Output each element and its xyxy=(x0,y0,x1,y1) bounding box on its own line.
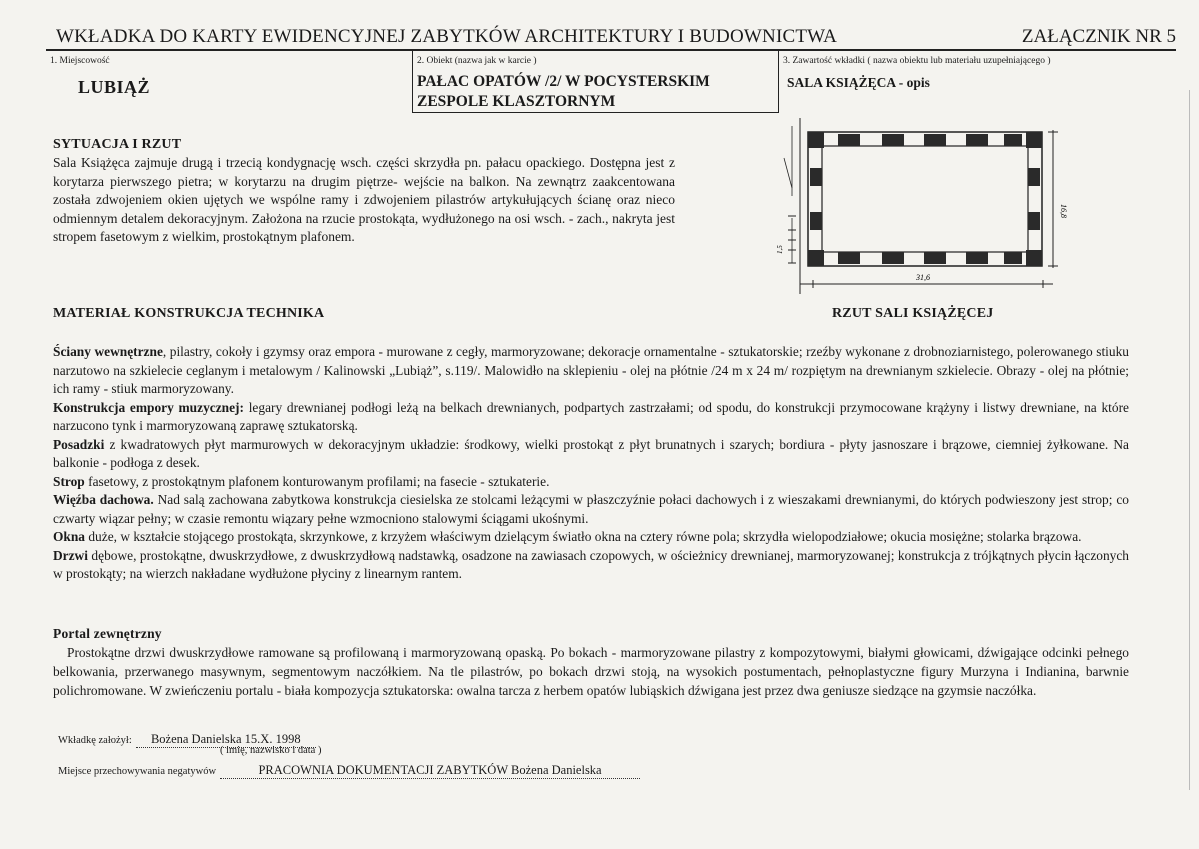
portal-heading: Portal zewnętrzny xyxy=(53,626,162,641)
material-term: Więźba dachowa. xyxy=(53,492,154,507)
field-contents xyxy=(778,51,1177,113)
situation-text: Sala Książęca zajmuje drugą i trzecią kondygnację wsch. części skrzydła pn. pałacu opackiego. Dostępna jest z korytarza pierwszego pietra; w korytarzu na drugim piętrze- wejście na balkon. Na zewnątrz zaakcentowana została zdwojeniem okien ujętych we wspólne ramy i zdwojeniem pilastrów artykułujących ścianę oraz nieco odmiennym detalem dekoracyjnym. Założona na rzucie prostokąta, wydłużonego na osi wsch. - zach., nakryta jest stropem fasetowym z wielkim, prostokątnym plafonem. xyxy=(53,155,675,245)
material-item xyxy=(53,437,1129,471)
field-object-label: 2. Obiekt (nazwa jak w karcie ) xyxy=(417,56,537,66)
material-desc: dębowe, prostokątne, dwuskrzydłowe, z dwuskrzydłową nadstawką, osadzone na zawiasach czopowych, w ościeżnicy drewnianej, marmoryzowanej; konstrukcja z trójkątnych płycin łączonych w prostokąty; na wierzch nakładane wydłużone płyciny z linearnym rantem. xyxy=(53,547,1129,581)
material-term: Ściany wewnętrzne xyxy=(53,344,163,359)
field-object-value: PAŁAC OPATÓW /2/ W POCYSTERSKIM ZESPOLE KLASZTORNYM xyxy=(417,73,710,110)
storage-line xyxy=(58,763,640,779)
annex-number: ZAŁĄCZNIK NR 5 xyxy=(1021,26,1176,47)
plan-wall-piers xyxy=(808,132,1042,266)
field-locality-value: LUBIĄŻ xyxy=(78,77,151,97)
material-item xyxy=(53,492,1129,526)
plan-outer-wall xyxy=(808,132,1042,266)
material-text xyxy=(53,343,1129,584)
material-desc: duże, w kształcie stojącego prostokąta, skrzynkowe, z krzyżem właściwym dzielącym światło okna na cztery równe pola; skrzydła wielopodziałowe; okucia mosiężne; stolarka brązowa. xyxy=(85,529,1082,544)
author-note: ( imię, nazwisko i data ) xyxy=(220,745,322,756)
field-object xyxy=(412,51,779,113)
material-term: Konstrukcja empory muzycznej: xyxy=(53,399,244,415)
author-value: Bożena Danielska 15.X. 1998 xyxy=(136,732,316,748)
field-contents-label: 3. Zawartość wkładki ( nazwa obiektu lub materiału uzupełniającego ) xyxy=(783,56,1051,66)
storage-label: Miejsce przechowywania negatywów xyxy=(58,766,217,777)
plan-caption: RZUT SALI KSIĄŻĘCEJ xyxy=(832,306,994,321)
material-desc: legary drewnianej podłogi leżą na belkach drewnianych, podpartych zastrzałami; od spodu, do konstrukcji przymocowane krążyny i listwy drewniane, na które narzucono tynk i marmoryzowaną zaprawę sztukatorską. xyxy=(53,399,1129,433)
author-label: Wkładkę założył: xyxy=(58,735,132,746)
field-locality-label: 1. Miejscowość xyxy=(50,56,110,66)
page-edge-line xyxy=(1189,90,1190,790)
storage-value: PRACOWNIA DOKUMENTACJI ZABYTKÓW Bożena Danielska xyxy=(220,763,640,779)
material-term: Drzwi xyxy=(53,547,88,563)
material-desc: fasetowy, z prostokątnym plafonem konturowanym profilami; na fasecie - sztukaterie. xyxy=(84,473,550,489)
document-title: WKŁADKA DO KARTY EWIDENCYJNEJ ZABYTKÓW ARCHITEKTURY I BUDOWNICTWA xyxy=(56,26,838,47)
material-term: Strop xyxy=(53,473,85,489)
material-term: Posadzki xyxy=(53,436,105,452)
material-desc: , pilastry, cokoły i gzymsy oraz empora - murowane z cegły, marmoryzowane; dekoracje ornamentalne - sztukatorskie; rzeźby wykonane z drobnoziarnistego, polerowanego stiuku narzutowo na szkielecie ceglanym i metalowym / Kalinowski „Lubiąż”, s.119/. Malowidło na sklepieniu - olej na płótnie /24 m x 24 m/ rozpiętym na drewnianym szkielecie. Obrazy - olej na płótnie; ich ramy - stiuk marmoryzowany. xyxy=(53,344,1129,396)
material-item xyxy=(53,400,1129,434)
material-item xyxy=(53,548,1129,582)
plan-dim-small: 1,5 xyxy=(776,245,784,254)
header-bottom-rule xyxy=(412,112,778,113)
plan-dim-width: 16,8 xyxy=(1059,204,1068,218)
material-item xyxy=(53,344,1129,396)
floor-plan-drawing xyxy=(778,118,1068,296)
field-locality xyxy=(46,51,412,113)
material-item xyxy=(53,474,549,489)
field-contents-value: SALA KSIĄŻĘCA - opis xyxy=(787,75,930,90)
portal-text: Prostokątne drzwi dwuskrzydłowe ramowane są profilowaną i marmoryzowaną opaską. Po bokach - marmoryzowane pilastry z kompozytowymi, białymi głowicami, dźwigające odcinki pełnego belkowania, przerwanego masywnym, segmentowym naczółkiem. Na tle pilastrów, po bokach drzwi stoją, na wysokich postumentach, pełnoplastyczne figury Murzyna i Indianina, barwnie polichromowane. W zwieńczeniu portalu - biała kompozycja sztukatorska: owalna tarcza z herbem opatów lubiąskich dźwigana jest przez dwa geniusze siedzące na gzymsie naczółka. xyxy=(53,645,1129,698)
title-row xyxy=(46,26,1176,50)
material-item xyxy=(53,529,1082,544)
plan-dim-length: 31,6 xyxy=(916,273,930,282)
plan-inner-wall xyxy=(822,146,1028,252)
material-desc: Nad salą zachowana zabytkowa konstrukcja ciesielska ze stolcami leżącymi w płaszczyźnie połaci dachowych i z wieszakami drewnianymi, do których podwieszony jest strop; co czwarty wiązar pełny; w czasie remontu wiązary pełne wzmocniono stalowymi ściągami ukośnymi. xyxy=(53,492,1129,526)
situation-heading: SYTUACJA I RZUT xyxy=(53,137,182,152)
material-heading: MATERIAŁ KONSTRUKCJA TECHNIKA xyxy=(53,306,325,321)
material-term: Okna xyxy=(53,529,86,544)
material-desc: z kwadratowych płyt marmurowych w dekoracyjnym układzie: środkowy, wielki prostokąt z płyt brunatnych i szarych; bordiura - płyty jasnoszare i brązowe, ciemniej żyłkowane. Na balkonie - podłoga z desek. xyxy=(53,436,1129,470)
